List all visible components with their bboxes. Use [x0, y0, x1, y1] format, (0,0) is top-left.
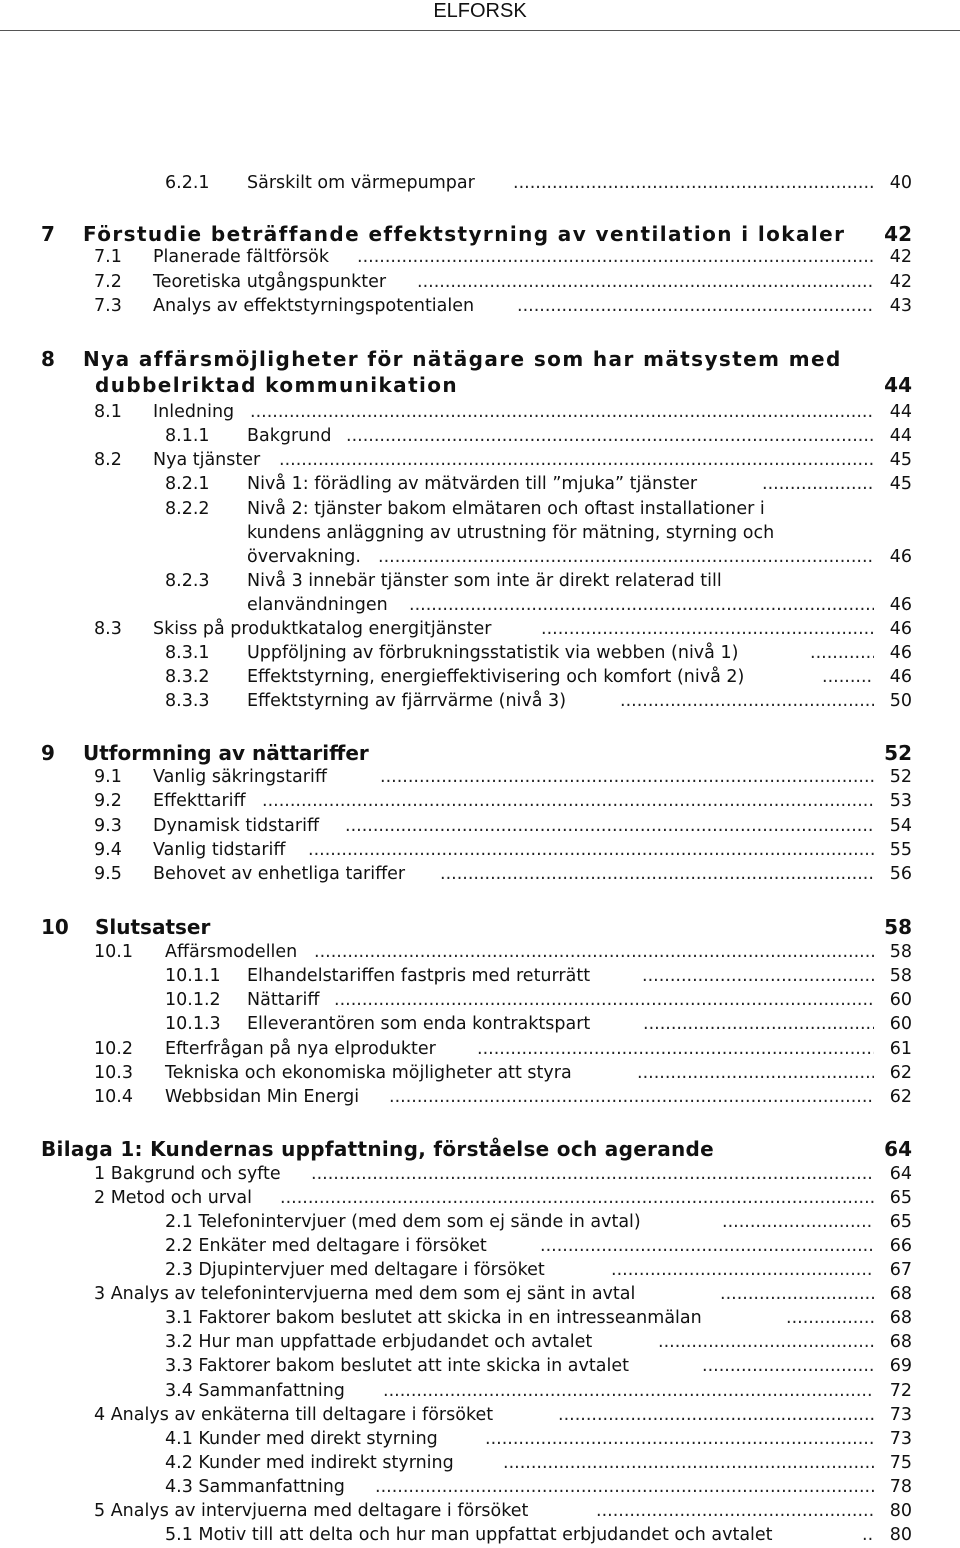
toc-entry-9-4[interactable]: [0, 839, 960, 861]
toc-leader: [658, 1331, 874, 1353]
toc-leader: [314, 941, 874, 963]
toc-title: 2.3 Djupintervjuer med deltagare i försöket: [165, 1260, 545, 1280]
toc-page: 80: [889, 1501, 912, 1521]
toc-page: 44: [884, 373, 912, 397]
toc-appendix-entry[interactable]: [0, 1211, 960, 1233]
toc-appendix-entry[interactable]: [0, 1307, 960, 1329]
toc-page: 46: [889, 643, 912, 663]
toc-page: 45: [889, 450, 912, 470]
toc-page: 72: [889, 1381, 912, 1401]
toc-appendix-1[interactable]: [0, 1136, 960, 1162]
toc-page: 40: [889, 173, 912, 193]
toc-title: 4.3 Sammanfattning: [165, 1477, 345, 1497]
toc-title: 3.4 Sammanfattning: [165, 1381, 345, 1401]
toc-appendix-entry[interactable]: [0, 1500, 960, 1522]
toc-entry-9-5[interactable]: [0, 863, 960, 885]
toc-title: Bilaga 1: Kundernas uppfattning, förståelse och agerande: [41, 1137, 715, 1161]
toc-title: Analys av effektstyrningspotentialen: [153, 296, 475, 316]
toc-title: Utformning av nättariffer: [83, 741, 369, 765]
toc-page: 60: [889, 1014, 912, 1034]
toc-title: Elleverantören som enda kontraktspart: [247, 1014, 591, 1034]
toc-title: Effektstyrning, energieffektivisering och komfort (nivå 2): [247, 667, 745, 687]
toc-page: 46: [889, 667, 912, 687]
toc-leader: [345, 815, 874, 837]
toc-page: 58: [884, 915, 912, 939]
toc-entry-8-2-2[interactable]: [0, 498, 960, 520]
toc-page: 60: [889, 990, 912, 1010]
toc-entry-8-1-1[interactable]: [0, 425, 960, 447]
toc-page: 46: [889, 619, 912, 639]
toc-title: Webbsidan Min Energi: [165, 1087, 360, 1107]
toc-number: 10.1.3: [165, 1014, 221, 1034]
toc-chapter-8[interactable]: [0, 346, 960, 372]
toc-page: 44: [889, 426, 912, 446]
toc-page: 55: [889, 840, 912, 860]
toc-page: 46: [889, 547, 912, 567]
toc-leader: [485, 1428, 874, 1450]
toc-number: 8.2.2: [165, 499, 210, 519]
toc-title-continued: övervakning.: [247, 547, 361, 567]
toc-leader: [308, 839, 874, 861]
toc-title: Vanlig säkringstariff: [153, 767, 327, 787]
toc-page: 58: [889, 942, 912, 962]
toc-title: Effekttariff: [153, 791, 246, 811]
toc-appendix-entry[interactable]: [0, 1355, 960, 1377]
toc-page: 42: [884, 222, 912, 246]
toc-appendix-entry[interactable]: [0, 1380, 960, 1402]
toc-leader: [620, 690, 874, 712]
toc-entry-8-3-2[interactable]: [0, 666, 960, 688]
toc-number: 8.2.1: [165, 474, 210, 494]
toc-number: 10: [41, 915, 69, 939]
toc-leader: [517, 295, 874, 317]
toc-title: 1 Bakgrund och syfte: [94, 1164, 281, 1184]
toc-leader: [637, 1062, 874, 1084]
toc-number: 7.3: [94, 296, 122, 316]
toc-leader: [596, 1500, 874, 1522]
toc-title: Vanlig tidstariff: [153, 840, 286, 860]
toc-number: 9.5: [94, 864, 122, 884]
toc-entry-6-2-1[interactable]: [0, 172, 960, 194]
toc-appendix-entry[interactable]: [0, 1163, 960, 1185]
toc-number: 8.2: [94, 450, 122, 470]
toc-leader: [702, 1355, 874, 1377]
toc-page: 43: [889, 296, 912, 316]
toc-leader: [279, 449, 874, 471]
toc-appendix-entry[interactable]: [0, 1283, 960, 1305]
toc-entry-9-3[interactable]: [0, 815, 960, 837]
toc-page: 42: [889, 247, 912, 267]
toc-leader: [762, 473, 874, 495]
toc-page: 61: [889, 1039, 912, 1059]
toc-appendix-entry[interactable]: [0, 1524, 960, 1546]
toc-entry-10-1-3[interactable]: [0, 1013, 960, 1035]
toc-number: 8.3.1: [165, 643, 210, 663]
toc-leader: [643, 1013, 874, 1035]
toc-page: 73: [889, 1405, 912, 1425]
toc-appendix-entry[interactable]: [0, 1452, 960, 1474]
toc-appendix-entry[interactable]: [0, 1187, 960, 1209]
toc-appendix-entry[interactable]: [0, 1428, 960, 1450]
toc-page: 64: [884, 1137, 912, 1161]
toc-title: 3.2 Hur man uppfattade erbjudandet och avtalet: [165, 1332, 593, 1352]
toc-leader: [262, 790, 874, 812]
toc-page: 62: [889, 1087, 912, 1107]
toc-number: 6.2.1: [165, 173, 210, 193]
toc-title-continued: elanvändningen: [247, 595, 388, 615]
toc-number: 8: [41, 347, 55, 371]
toc-entry-8-2-3[interactable]: [0, 570, 960, 592]
toc-page: 68: [889, 1284, 912, 1304]
toc-leader: [810, 642, 874, 664]
toc-number: 8.2.3: [165, 571, 210, 591]
toc-leader: [334, 989, 874, 1011]
toc-entry-8-3-3[interactable]: [0, 690, 960, 712]
toc-title: Effektstyrning av fjärrvärme (nivå 3): [247, 691, 567, 711]
toc-leader: [722, 1211, 874, 1233]
toc-entry-8-3[interactable]: [0, 618, 960, 640]
toc-leader: [380, 766, 874, 788]
toc-number: 7.2: [94, 272, 122, 292]
toc-title: Uppföljning av förbrukningsstatistik via webben (nivå 1): [247, 643, 739, 663]
toc-title: 5 Analys av intervjuerna med deltagare i försöket: [94, 1501, 529, 1521]
toc-number: 10.1.2: [165, 990, 221, 1010]
toc-entry-9-2[interactable]: [0, 790, 960, 812]
toc-title: 3.3 Faktorer bakom beslutet att inte skicka in avtalet: [165, 1356, 629, 1376]
toc-title: 4.2 Kunder med indirekt styrning: [165, 1453, 454, 1473]
toc-entry-10-4[interactable]: [0, 1086, 960, 1108]
toc-number: 10.1: [94, 942, 133, 962]
header-text: ELFORSK: [433, 0, 527, 22]
toc-title: Teoretiska utgångspunkter: [153, 272, 387, 292]
toc-entry-9-1[interactable]: [0, 766, 960, 788]
toc-appendix-entry[interactable]: [0, 1476, 960, 1498]
toc-page: 68: [889, 1308, 912, 1328]
toc-title: Behovet av enhetliga tariffer: [153, 864, 406, 884]
toc-page: 52: [889, 767, 912, 787]
toc-leader: [311, 1163, 874, 1185]
toc-number: 8.3.2: [165, 667, 210, 687]
toc-title: 2.2 Enkäter med deltagare i försöket: [165, 1236, 487, 1256]
toc-title: Tekniska och ekonomiska möjligheter att styra: [165, 1063, 572, 1083]
toc-leader: [477, 1038, 874, 1060]
toc-leader: [375, 1476, 874, 1498]
toc-entry-10-1-1[interactable]: [0, 965, 960, 987]
toc-page: 78: [889, 1477, 912, 1497]
toc-title: Nya tjänster: [153, 450, 261, 470]
toc-leader: [822, 666, 874, 688]
toc-page: 54: [889, 816, 912, 836]
toc-entry-10-3[interactable]: [0, 1062, 960, 1084]
toc-entry-10-1[interactable]: [0, 941, 960, 963]
toc-page: 65: [889, 1212, 912, 1232]
toc-leader: [611, 1259, 874, 1281]
toc-title: Skiss på produktkatalog energitjänster: [153, 619, 492, 639]
toc-page: 69: [889, 1356, 912, 1376]
toc-chapter-8-line2[interactable]: [0, 372, 960, 398]
toc-leader: [540, 1235, 874, 1257]
toc-page: 45: [889, 474, 912, 494]
toc-entry-8-2[interactable]: [0, 449, 960, 471]
toc-entry-8-2-2-line2[interactable]: [0, 522, 960, 544]
toc-number: 10.1.1: [165, 966, 221, 986]
toc-title: 3 Analys av telefonintervjuerna med dem som ej sänt in avtal: [94, 1284, 636, 1304]
toc-title: Nya affärsmöjligheter för nätägare som har mätsystem med: [83, 347, 842, 371]
toc-page: 75: [889, 1453, 912, 1473]
toc-leader: [541, 618, 874, 640]
toc-page: 53: [889, 791, 912, 811]
toc-page: 66: [889, 1236, 912, 1256]
toc-number: 7: [41, 222, 55, 246]
toc-title-continued: kundens anläggning av utrustning för mätning, styrning och: [247, 523, 775, 543]
toc-title: 2 Metod och urval: [94, 1188, 253, 1208]
toc-title: Nättariff: [247, 990, 320, 1010]
toc-entry-7-1[interactable]: [0, 246, 960, 268]
toc-title-continued: dubbelriktad kommunikation: [95, 373, 459, 397]
toc-page: 56: [889, 864, 912, 884]
toc-leader: [786, 1307, 874, 1329]
toc-number: 9: [41, 741, 55, 765]
toc-number: 7.1: [94, 247, 122, 267]
toc-appendix-entry[interactable]: [0, 1235, 960, 1257]
toc-title: 2.1 Telefonintervjuer (med dem som ej sände in avtal): [165, 1212, 641, 1232]
toc-number: 9.1: [94, 767, 122, 787]
toc-number: 10.3: [94, 1063, 133, 1083]
toc-number: 10.2: [94, 1039, 133, 1059]
toc-leader: [357, 246, 874, 268]
toc-leader: [440, 863, 874, 885]
toc-leader: [862, 1524, 874, 1546]
toc-number: 9.4: [94, 840, 122, 860]
toc-appendix-entry[interactable]: [0, 1331, 960, 1353]
toc-title: Slutsatser: [95, 915, 211, 939]
toc-chapter-10[interactable]: [0, 914, 960, 940]
toc-number: 10.4: [94, 1087, 133, 1107]
toc-number: 8.1: [94, 402, 122, 422]
toc-leader: [378, 546, 874, 568]
toc-page: 42: [889, 272, 912, 292]
toc-page: 64: [889, 1164, 912, 1184]
toc-title: 4 Analys av enkäterna till deltagare i försöket: [94, 1405, 494, 1425]
toc-title: Förstudie beträffande effektstyrning av ventilation i lokaler: [83, 222, 846, 246]
toc-leader: [417, 271, 874, 293]
toc-leader: [389, 1086, 874, 1108]
toc-title: Inledning: [153, 402, 235, 422]
toc-title: Nivå 3 innebär tjänster som inte är direkt relaterad till: [247, 571, 722, 591]
toc-entry-10-2[interactable]: [0, 1038, 960, 1060]
toc-title: Nivå 1: förädling av mätvärden till ”mjuka” tjänster: [247, 474, 698, 494]
toc-leader: [503, 1452, 874, 1474]
toc-leader: [383, 1380, 874, 1402]
toc-page: 80: [889, 1525, 912, 1545]
toc-title: 3.1 Faktorer bakom beslutet att skicka in en intresseanmälan: [165, 1308, 702, 1328]
toc-leader: [409, 594, 874, 616]
toc-entry-8-1[interactable]: [0, 401, 960, 423]
toc-leader: [250, 401, 874, 423]
toc-entry-8-2-1[interactable]: [0, 473, 960, 495]
toc-entry-7-3[interactable]: [0, 295, 960, 317]
toc-title: Elhandelstariffen fastpris med returrätt: [247, 966, 591, 986]
toc-page: 52: [884, 741, 912, 765]
toc-leader: [642, 965, 874, 987]
toc-appendix-entry[interactable]: [0, 1259, 960, 1281]
toc-page: 44: [889, 402, 912, 422]
toc-page: 65: [889, 1188, 912, 1208]
toc-title: Bakgrund: [247, 426, 332, 446]
toc-appendix-entry[interactable]: [0, 1404, 960, 1426]
toc-entry-8-2-3-line2[interactable]: [0, 594, 960, 616]
toc-title: Nivå 2: tjänster bakom elmätaren och oftast installationer i: [247, 499, 765, 519]
toc-page: 62: [889, 1063, 912, 1083]
toc-title: Särskilt om värmepumpar: [247, 173, 475, 193]
toc-title: 5.1 Motiv till att delta och hur man uppfattat erbjudandet och avtalet: [165, 1525, 773, 1545]
toc-title: Affärsmodellen: [165, 942, 298, 962]
toc-leader: [558, 1404, 874, 1426]
toc-leader: [513, 172, 874, 194]
toc-leader: [720, 1283, 874, 1305]
toc-page: 46: [889, 595, 912, 615]
toc-page: 67: [889, 1260, 912, 1280]
toc-title: Efterfrågan på nya elprodukter: [165, 1039, 436, 1059]
toc-entry-7-2[interactable]: [0, 271, 960, 293]
toc-number: 8.3: [94, 619, 122, 639]
toc-entry-8-2-2-line3[interactable]: [0, 546, 960, 568]
toc-chapter-7[interactable]: [0, 221, 960, 247]
toc-leader: [346, 425, 874, 447]
toc-title: 4.1 Kunder med direkt styrning: [165, 1429, 438, 1449]
toc-number: 9.3: [94, 816, 122, 836]
toc-leader: [280, 1187, 874, 1209]
toc-chapter-9[interactable]: [0, 740, 960, 766]
toc-number: 8.1.1: [165, 426, 210, 446]
toc-number: 8.3.3: [165, 691, 210, 711]
toc-title: Planerade fältförsök: [153, 247, 329, 267]
toc-page: 58: [889, 966, 912, 986]
toc-entry-10-1-2[interactable]: [0, 989, 960, 1011]
toc-entry-8-3-1[interactable]: [0, 642, 960, 664]
toc-page: 50: [889, 691, 912, 711]
toc-number: 9.2: [94, 791, 122, 811]
toc-page: 68: [889, 1332, 912, 1352]
toc-page: 73: [889, 1429, 912, 1449]
toc-title: Dynamisk tidstariff: [153, 816, 320, 836]
